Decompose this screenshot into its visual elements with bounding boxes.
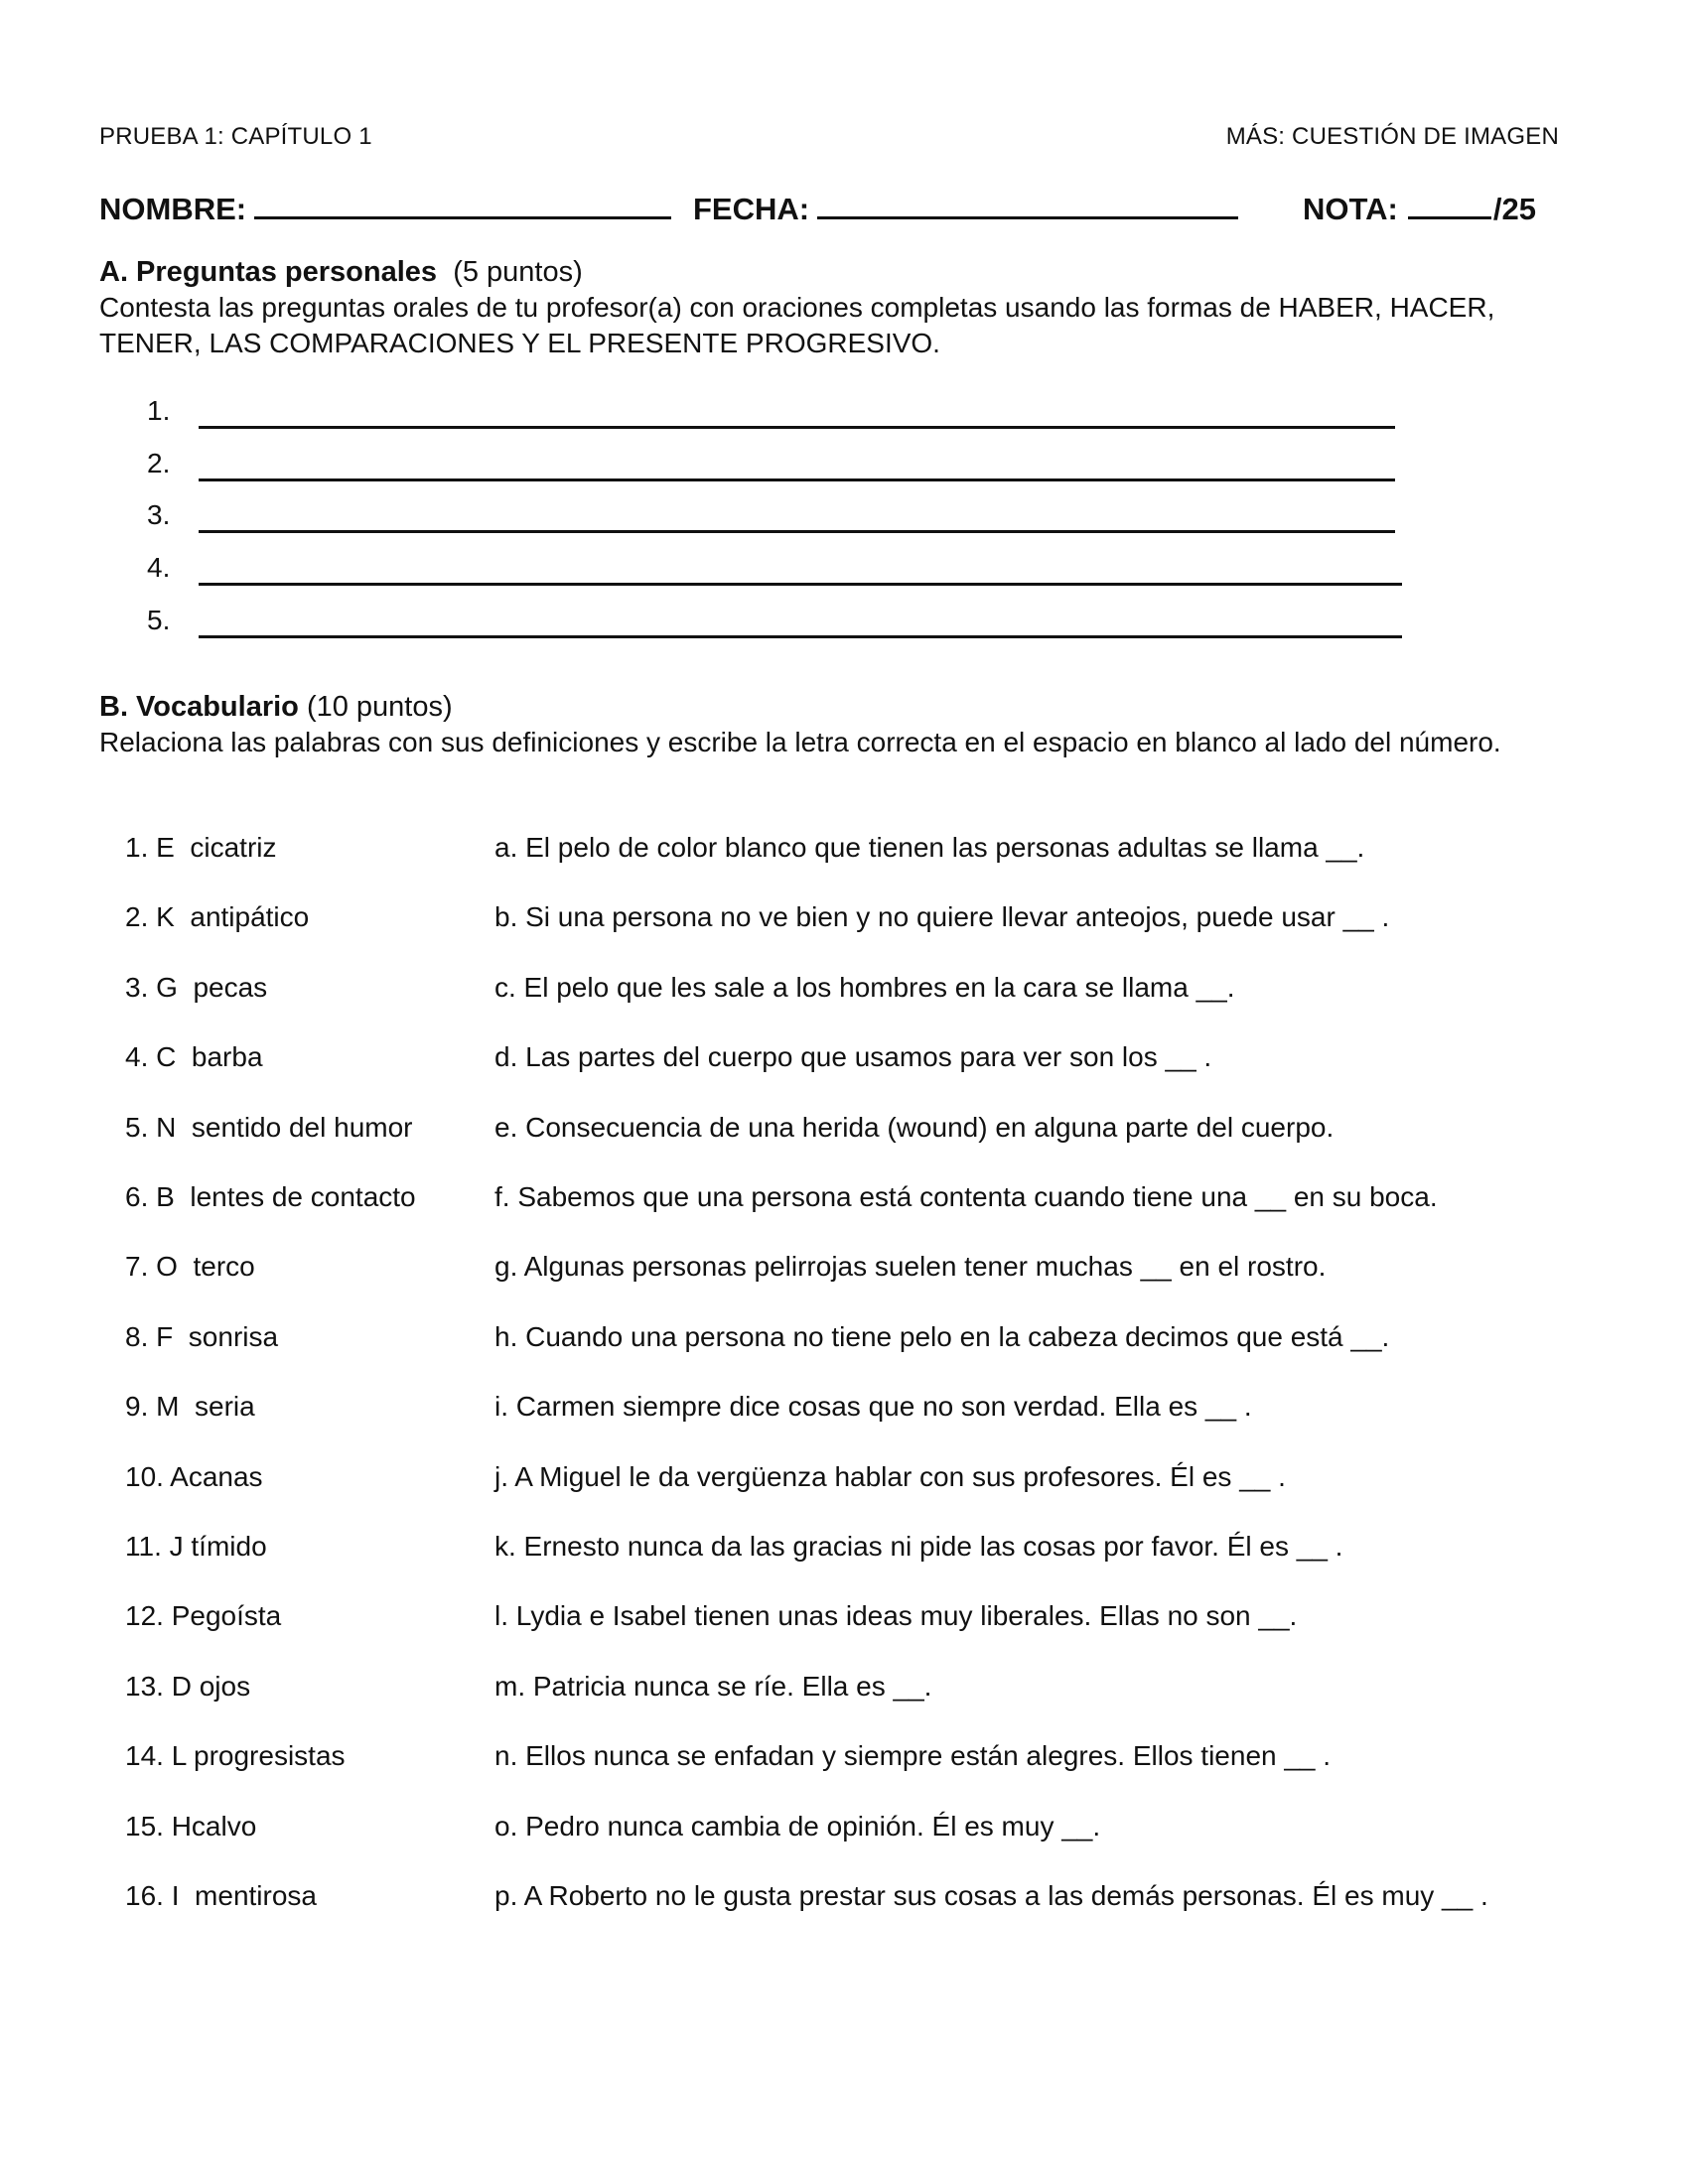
- vocab-definition: d. Las partes del cuerpo que usamos para ver son los __ .: [494, 1041, 1212, 1072]
- vocab-definition: o. Pedro nunca cambia de opinión. Él es muy __.: [494, 1811, 1101, 1842]
- vocab-row: [125, 1112, 1575, 1152]
- vocab-term: 10. Acanas: [125, 1461, 263, 1492]
- nombre-field[interactable]: [99, 187, 671, 227]
- vocab-row: [125, 832, 1575, 872]
- vocab-row: [125, 1041, 1575, 1081]
- course-title: MÁS: CUESTIÓN DE IMAGEN: [1225, 123, 1559, 150]
- answer-blank-line[interactable]: [199, 530, 1395, 533]
- vocab-term: 16. I mentirosa: [125, 1880, 317, 1911]
- vocab-definition: j. A Miguel le da vergüenza hablar con sus profesores. Él es __ .: [494, 1461, 1286, 1492]
- vocab-term: 3. G pecas: [125, 972, 268, 1003]
- nota-field[interactable]: [1303, 187, 1536, 227]
- answer-blank-line[interactable]: [199, 426, 1395, 429]
- answer-number: 4.: [147, 552, 171, 583]
- vocab-definition: g. Algunas personas pelirrojas suelen tener muchas __ en el rostro.: [494, 1251, 1327, 1282]
- vocab-definition: e. Consecuencia de una herida (wound) en alguna parte del cuerpo.: [494, 1112, 1335, 1143]
- vocab-term: 1. E cicatriz: [125, 832, 277, 863]
- nota-total: /25: [1492, 192, 1536, 226]
- vocab-definition: k. Ernesto nunca da las gracias ni pide las cosas por favor. Él es __ .: [494, 1531, 1343, 1562]
- vocab-definition: p. A Roberto no le gusta prestar sus cosas a las demás personas. Él es muy __ .: [494, 1880, 1488, 1911]
- vocab-definition: h. Cuando una persona no tiene pelo en la cabeza decimos que está __.: [494, 1321, 1390, 1352]
- vocab-term: 14. L progresistas: [125, 1740, 346, 1771]
- section-a-title: [99, 256, 583, 289]
- student-info-fields: [99, 187, 1549, 226]
- quiz-title: PRUEBA 1: CAPÍTULO 1: [99, 123, 372, 150]
- vocab-term: 7. O terco: [125, 1251, 255, 1282]
- section-b-points: (10 puntos): [306, 691, 453, 723]
- vocab-term: 5. N sentido del humor: [125, 1112, 413, 1143]
- vocab-term: 11. J tímido: [125, 1531, 267, 1562]
- section-b-heading: B. Vocabulario: [99, 691, 299, 723]
- vocab-definition: f. Sabemos que una persona está contenta cuando tiene una __ en su boca.: [494, 1181, 1438, 1212]
- section-a-instructions: Contesta las preguntas orales de tu profesor(a) con oraciones completas usando las formas de HABER, HACER, TENER, LAS COMPARACIONES Y EL PRESENTE PROGRESIVO.: [99, 292, 1495, 358]
- answer-number: 1.: [147, 395, 171, 426]
- nota-label: NOTA:: [1303, 192, 1398, 226]
- vocab-row: [125, 1740, 1575, 1780]
- nombre-blank[interactable]: [254, 187, 671, 219]
- vocab-definition: l. Lydia e Isabel tienen unas ideas muy liberales. Ellas no son __.: [494, 1600, 1298, 1631]
- vocab-row: [125, 1181, 1575, 1221]
- vocab-term: 15. Hcalvo: [125, 1811, 257, 1842]
- vocab-row: [125, 1671, 1575, 1710]
- vocab-term: 8. F sonrisa: [125, 1321, 279, 1352]
- answer-blank-line[interactable]: [199, 478, 1395, 481]
- vocab-definition: m. Patricia nunca se ríe. Ella es __.: [494, 1671, 932, 1702]
- vocab-row: [125, 972, 1575, 1012]
- section-a-points: (5 puntos): [453, 256, 583, 288]
- vocab-row: [125, 1321, 1575, 1361]
- vocab-row: [125, 1880, 1575, 1920]
- fecha-label: FECHA:: [693, 192, 810, 226]
- vocab-definition: c. El pelo que les sale a los hombres en la cara se llama __.: [494, 972, 1235, 1003]
- vocab-term: 9. M seria: [125, 1391, 255, 1422]
- fecha-field[interactable]: [693, 187, 1238, 227]
- section-b-instructions: Relaciona las palabras con sus definiciones y escribe la letra correcta en el espacio en blanco al lado del número.: [99, 727, 1501, 757]
- vocab-row: [125, 901, 1575, 941]
- section-a-heading: A. Preguntas personales: [99, 256, 438, 288]
- vocab-term: 13. D ojos: [125, 1671, 251, 1702]
- vocab-term: 4. C barba: [125, 1041, 263, 1072]
- answer-number: 2.: [147, 448, 171, 478]
- vocab-row: [125, 1600, 1575, 1640]
- vocab-term: 2. K antipático: [125, 901, 310, 932]
- vocab-row: [125, 1531, 1575, 1570]
- answer-number: 5.: [147, 605, 171, 635]
- nota-blank[interactable]: [1408, 187, 1491, 219]
- vocab-term: 12. Pegoísta: [125, 1600, 282, 1631]
- vocab-definition: n. Ellos nunca se enfadan y siempre están alegres. Ellos tienen __ .: [494, 1740, 1332, 1771]
- answer-blank-line[interactable]: [199, 583, 1402, 586]
- vocab-definition: a. El pelo de color blanco que tienen las personas adultas se llama __.: [494, 832, 1365, 863]
- vocab-term: 6. B lentes de contacto: [125, 1181, 416, 1212]
- answer-blank-line[interactable]: [199, 635, 1402, 638]
- vocab-definition: b. Si una persona no ve bien y no quiere llevar anteojos, puede usar __ .: [494, 901, 1390, 932]
- section-b-title: [99, 691, 453, 724]
- vocab-row: [125, 1811, 1575, 1850]
- nombre-label: NOMBRE:: [99, 192, 247, 226]
- vocab-definition: i. Carmen siempre dice cosas que no son verdad. Ella es __ .: [494, 1391, 1252, 1422]
- fecha-blank[interactable]: [817, 187, 1238, 219]
- vocab-row: [125, 1251, 1575, 1291]
- answer-number: 3.: [147, 499, 171, 530]
- vocab-row: [125, 1461, 1575, 1501]
- vocab-row: [125, 1391, 1575, 1431]
